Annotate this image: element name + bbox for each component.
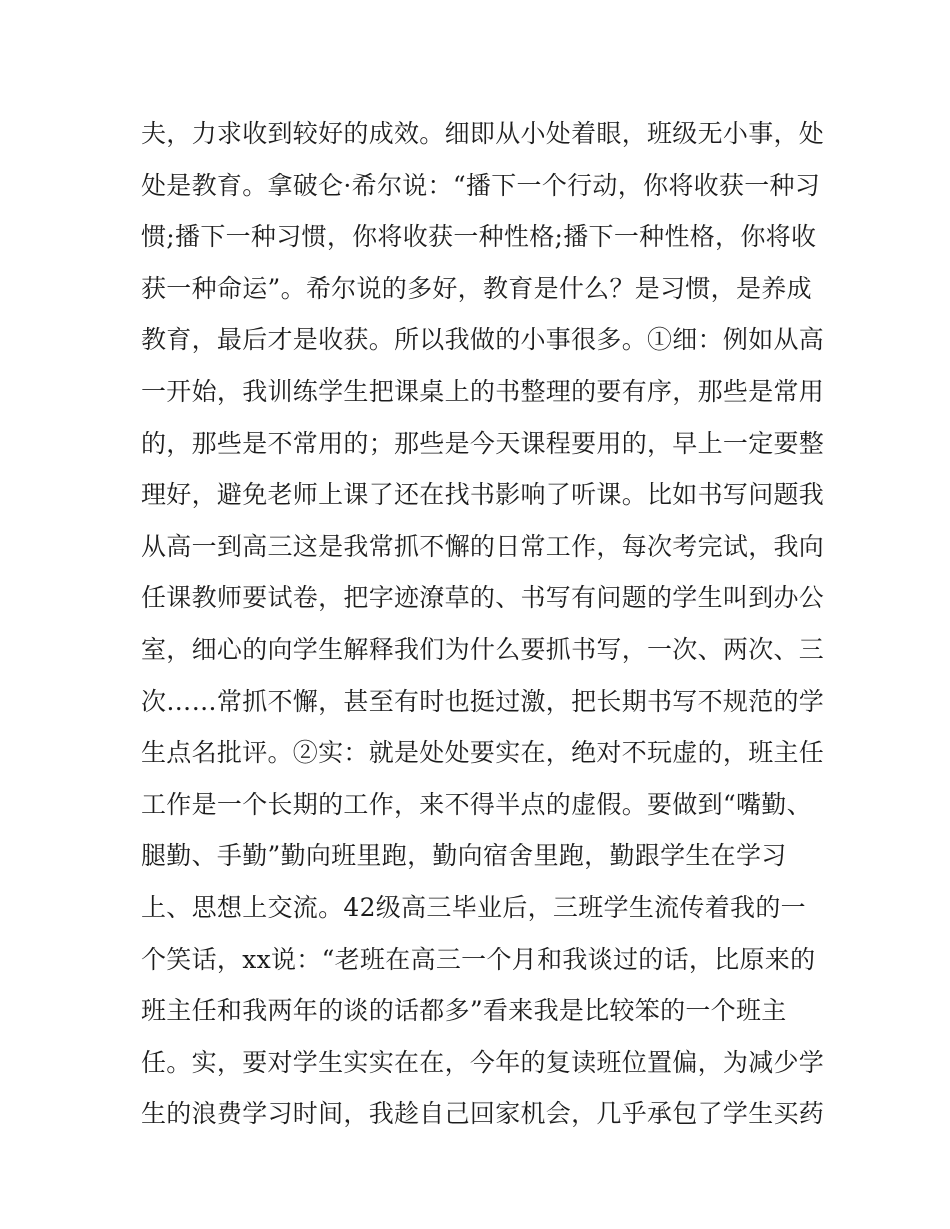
text-line-14: 工作是一个长期的工作，来不得半点的虚假。要做到“嘴勤、 bbox=[141, 789, 812, 819]
text-line-5: 教育，最后才是收获。所以我做的小事很多。①细：例如从高 bbox=[141, 325, 825, 355]
text-line-10: 任课教师要试卷，把字迹潦草的、书写有问题的学生叫到办公 bbox=[141, 583, 825, 613]
text-line-15: 腿勤、手勤”勤向班里跑，勤向宿舍里跑，勤跟学生在学习 bbox=[141, 841, 787, 871]
text-line-8: 理好，避免老师上课了还在找书影响了听课。比如书写问题我 bbox=[141, 480, 825, 510]
text-line-13: 生点名批评。②实：就是处处要实在，绝对不玩虚的，班主任 bbox=[141, 738, 825, 768]
text-line-19: 任。实，要对学生实实在在，今年的复读班位置偏，为减少学 bbox=[141, 1047, 825, 1077]
body-text bbox=[141, 108, 825, 1140]
text-line-9: 从高一到高三这是我常抓不懈的日常工作，每次考完试，我向 bbox=[141, 531, 825, 561]
text-line-6: 一开始，我训练学生把课桌上的书整理的要有序，那些是常用 bbox=[141, 376, 825, 406]
text-line-17: 个笑话，xx说：“老班在高三一个月和我谈过的话，比原来的 bbox=[141, 944, 816, 974]
text-line-7: 的，那些是不常用的；那些是今天课程要用的，早上一定要整 bbox=[141, 428, 825, 458]
text-line-4: 获一种命运”。希尔说的多好，教育是什么？是习惯，是养成 bbox=[141, 273, 812, 303]
text-line-1: 夫，力求收到较好的成效。细即从小处着眼，班级无小事，处 bbox=[141, 119, 825, 148]
text-line-18: 班主任和我两年的谈的话都多”看来我是比较笨的一个班主 bbox=[141, 996, 787, 1026]
text-line-12: 次……常抓不懈，甚至有时也挺过激，把长期书写不规范的学 bbox=[141, 686, 825, 716]
text-line-16: 上、思想上交流。42级高三毕业后，三班学生流传着我的一 bbox=[141, 892, 806, 922]
text-line-20: 生的浪费学习时间，我趁自己回家机会，几乎承包了学生买药 bbox=[141, 1099, 825, 1129]
text-line-11: 室，细心的向学生解释我们为什么要抓书写，一次、两次、三 bbox=[141, 634, 825, 664]
text-line-3: 惯;播下一种习惯，你将收获一种性格;播下一种性格，你将收 bbox=[141, 222, 817, 252]
text-line-2: 处是教育。拿破仑·希尔说：“播下一个行动，你将收获一种习 bbox=[141, 170, 821, 200]
